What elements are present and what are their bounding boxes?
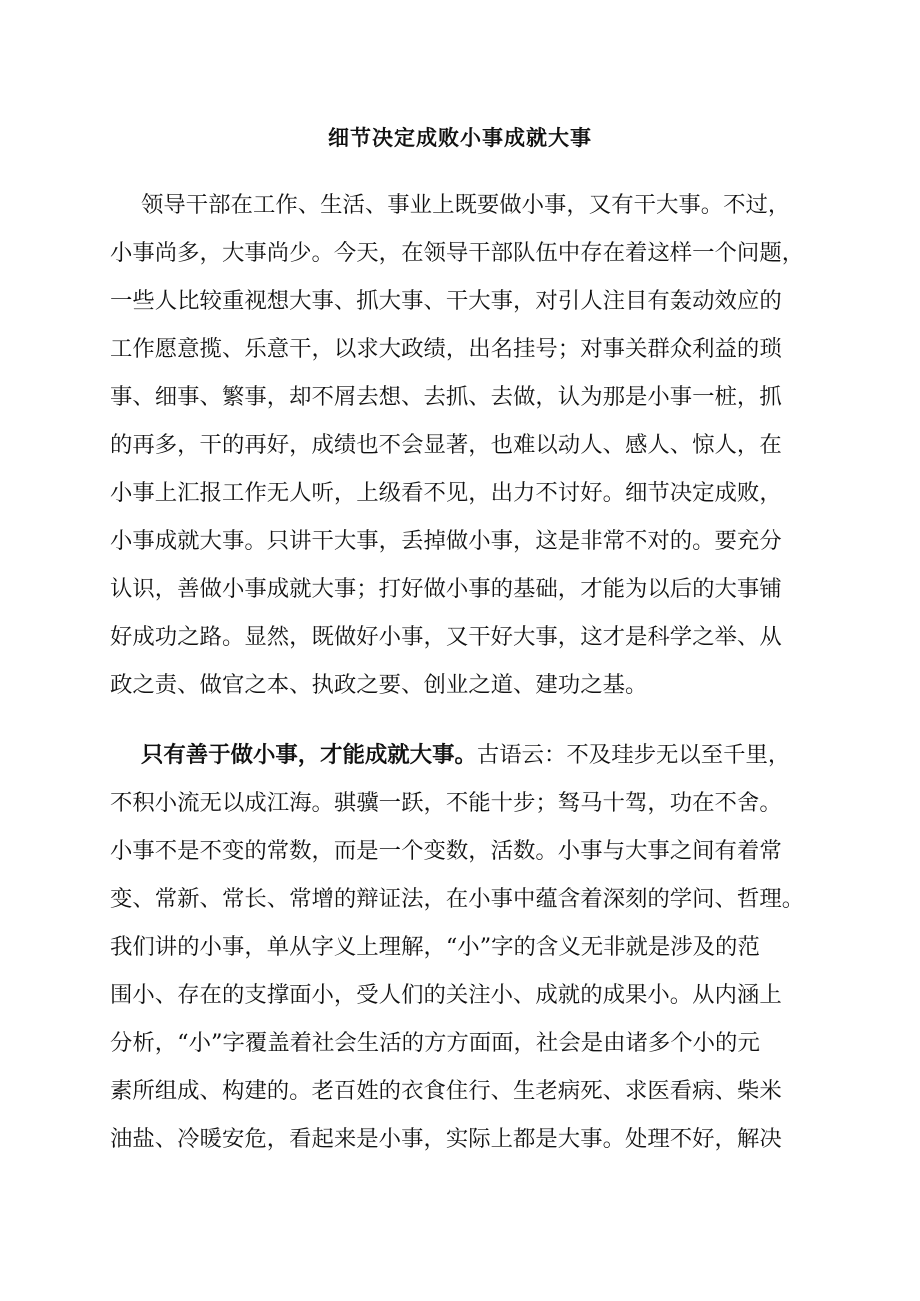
paragraph-line: 的再多，干的再好，成绩也不会显著，也难以动人、感人、惊人，在 <box>110 432 782 458</box>
paragraph-line: 小事上汇报工作无人听，上级看不见，出力不讨好。细节决定成败， <box>110 480 782 506</box>
paragraph-line: 认识，善做小事成就大事；打好做小事的基础，才能为以后的大事铺 <box>110 576 782 602</box>
document-title: 细节决定成败小事成就大事 <box>328 125 592 150</box>
paragraph-line: 事、细事、繁事，却不屑去想、去抓、去做，认为那是小事一桩，抓 <box>110 384 782 410</box>
paragraph-line: 小事成就大事。只讲干大事，丢掉做小事，这是非常不对的。要充分 <box>110 528 782 554</box>
paragraph-line: 我们讲的小事，单从字义上理解，“小”字的含义无非就是涉及的范 <box>110 934 760 960</box>
paragraph-line: 好成功之路。显然，既做好小事，又干好大事，这才是科学之举、从 <box>110 624 782 650</box>
paragraph-line: 小事尚多，大事尚少。今天，在领导干部队伍中存在着这样一个问题， <box>110 240 805 266</box>
paragraph-line: 工作愿意揽、乐意干，以求大政绩，出名挂号；对事关群众利益的琐 <box>110 336 782 362</box>
paragraph-lead-bold: 只有善于做小事，才能成就大事。 <box>141 742 477 768</box>
paragraph-line: 变、常新、常长、常增的辩证法，在小事中蕴含着深刻的学问、哲理。 <box>110 886 805 912</box>
paragraph-line: 领导干部在工作、生活、事业上既要做小事，又有干大事。不过， <box>141 192 791 218</box>
paragraph-line: 油盐、冷暖安危，看起来是小事，实际上都是大事。处理不好，解决 <box>110 1126 782 1152</box>
paragraph-line: 分析，“小”字覆盖着社会生活的方方面面，社会是由诸多个小的元 <box>110 1030 760 1056</box>
paragraph-line: 政之责、做官之本、执政之要、创业之道、建功之基。 <box>110 672 648 698</box>
paragraph-line: 一些人比较重视想大事、抓大事、干大事，对引人注目有轰动效应的 <box>110 288 782 314</box>
paragraph-lead-line <box>141 735 790 775</box>
paragraph-line: 素所组成、构建的。老百姓的衣食住行、生老病死、求医看病、柴米 <box>110 1078 782 1104</box>
paragraph-line: 小事不是不变的常数，而是一个变数，活数。小事与大事之间有着常 <box>110 838 782 864</box>
paragraph-line: 不积小流无以成江海。骐骥一跃，不能十步；驽马十驾，功在不舍。 <box>110 790 782 816</box>
paragraph-line: 围小、存在的支撑面小，受人们的关注小、成就的成果小。从内涵上 <box>110 982 782 1008</box>
paragraph-lead-rest: 古语云：不及珪步无以至千里， <box>476 742 791 768</box>
